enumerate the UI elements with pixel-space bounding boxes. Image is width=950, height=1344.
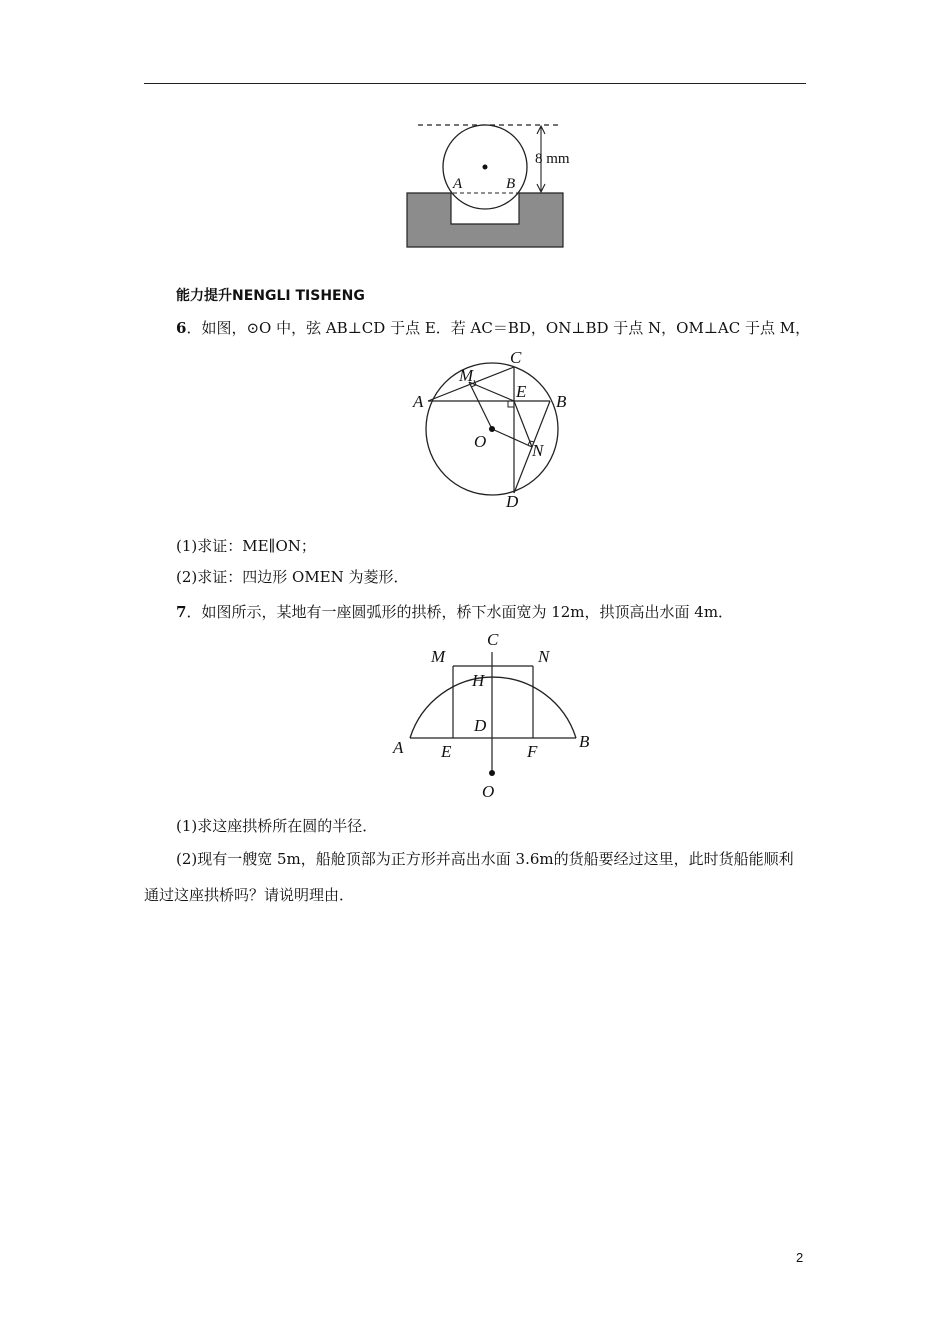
fig2-label-c: C	[510, 348, 522, 367]
fig3-label-b: B	[579, 732, 590, 751]
fig1-label-a: A	[453, 176, 463, 192]
fig1-label-b: B	[506, 176, 516, 192]
fig3-label-m: M	[431, 647, 446, 666]
question-6	[176, 318, 810, 338]
question-6-part-1: (1)求证：ME∥ON；	[176, 537, 316, 555]
section-title: 能力提升NENGLI TISHENG	[176, 288, 365, 304]
question-7-part-1: (1)求这座拱桥所在圆的半径．	[176, 817, 378, 835]
fig2-label-d: D	[506, 492, 519, 511]
arch-bridge-figure	[385, 625, 605, 805]
header-rule	[144, 83, 806, 84]
fig3-label-c: C	[487, 630, 499, 649]
ball-in-groove-figure	[400, 115, 590, 255]
fig2-label-m: M	[459, 366, 474, 385]
fig2-label-n: N	[532, 441, 544, 460]
question-6-text: ．如图，⊙O 中，弦 AB⊥CD 于点 E．若 AC＝BD，ON⊥BD 于点 N，OM⊥AC 于点 M，	[186, 319, 811, 337]
fig2-label-o: O	[474, 432, 487, 451]
fig3-label-f: F	[527, 742, 538, 761]
fig3-label-a: A	[393, 738, 404, 757]
question-7-part-2: (2)现有一艘宽 5m，船舱顶部为正方形并高出水面 3.6m的货船要经过这里，此时货船能顺利通过这座拱桥吗？请说明理由．	[144, 850, 794, 904]
fig2-label-e: E	[516, 382, 527, 401]
question-7-text: ．如图所示，某地有一座圆弧形的拱桥，桥下水面宽为 12m，拱顶高出水面 4m．	[186, 603, 734, 621]
fig3-label-d: D	[474, 716, 487, 735]
question-6-part-2: (2)求证：四边形 OMEN 为菱形．	[176, 568, 409, 586]
fig1-dimension: 8 mm	[535, 151, 570, 167]
page-number: 2	[796, 1250, 804, 1265]
fig2-label-a: A	[413, 392, 424, 411]
fig3-label-e: E	[441, 742, 452, 761]
fig3-label-n: N	[538, 647, 550, 666]
question-6-number: 6	[176, 319, 187, 337]
question-7-number: 7	[176, 603, 187, 621]
fig2-label-b: B	[556, 392, 567, 411]
fig3-label-h: H	[472, 671, 485, 690]
question-7	[176, 602, 733, 622]
fig3-label-o: O	[482, 782, 495, 801]
circle-chords-figure	[410, 345, 580, 515]
